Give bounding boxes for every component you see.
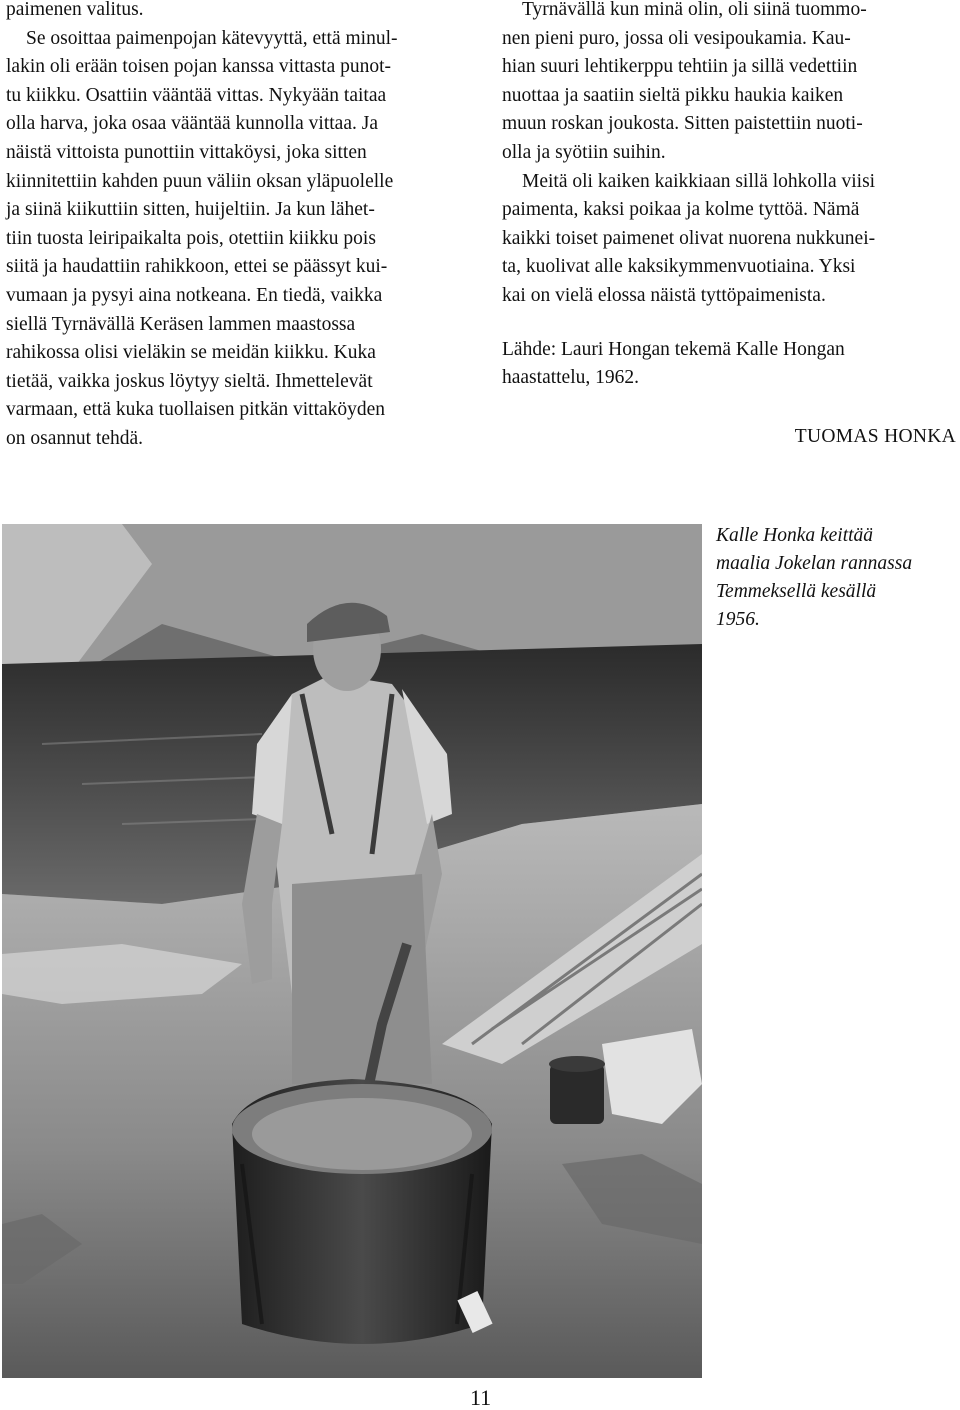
text-line: siitä ja haudattiin rahikkoon, ettei se päässyt kui- (6, 256, 388, 278)
caption-line: Kalle Honka keittää (716, 525, 874, 546)
left-text-column (6, 0, 474, 454)
text-line: olla harva, joka osaa vääntää kunnolla vittaa. Ja (6, 113, 378, 135)
text-line: siellä Tyrnävällä Keräsen lammen maastossa (6, 313, 356, 335)
photograph (2, 524, 702, 1378)
text-line: varmaan, että kuka tuollaisen pitkän vittaköyden (6, 399, 386, 421)
text-line: rahikossa olisi vieläkin se meidän kiikku. Kuka (6, 342, 376, 364)
text-line: muun roskan joukosta. Sitten paistettiin nuoti- (502, 113, 863, 135)
author-signature: TUOMAS HONKA (794, 425, 956, 447)
caption-line: maalia Jokelan rannassa (716, 553, 913, 574)
text-line: tu kiikku. Osattiin vääntää vittas. Nykyään taitaa (6, 84, 387, 106)
text-line: tiin tuosta leiripaikalta pois, otettiin kiikku pois (6, 227, 376, 249)
text-line: Meitä oli kaiken kaikkiaan sillä lohkolla viisi (522, 170, 876, 192)
right-text-column (502, 0, 956, 451)
text-line: vumaan ja pysyi aina notkeana. En tiedä, vaikka (6, 284, 383, 306)
text-line: paimenta, kaksi poikaa ja kolme tyttöä. Nämä (502, 199, 860, 221)
source-line: haastattelu, 1962. (502, 367, 640, 389)
text-line: Se osoittaa paimenpojan kätevyyttä, että minul- (26, 27, 398, 49)
text-line: ta, kuolivat alle kaksikymmenvuotiaina. Yksi (502, 256, 856, 278)
text-line: kiinnitettiin kahden puun väliin oksan yläpuolelle (6, 170, 394, 192)
source-line: Lähde: Lauri Hongan tekemä Kalle Hongan (502, 338, 845, 360)
text-line: nuottaa ja saatiin sieltä pikku haukia kaiken (502, 84, 844, 106)
text-line: ja siinä kiikuttiin sitten, huijeltiin. Ja kun lähet- (6, 199, 375, 221)
text-line: hian suuri lehtikerppu tehtiin ja sillä vedettiin (502, 56, 858, 78)
page-number: 11 (470, 1385, 492, 1410)
text-line: nen pieni puro, jossa oli vesipoukamia. Kau- (502, 27, 851, 49)
text-line: lakin oli erään toisen pojan kanssa vittasta punot- (6, 56, 392, 78)
caption-line: Temmeksellä kesällä (716, 581, 877, 602)
text-line: tietää, vaikka joskus löytyy sieltä. Ihmettelevät (6, 370, 373, 392)
text-line: paimenen valitus. (6, 0, 144, 20)
paragraph-spacer (502, 311, 956, 336)
text-line: Tyrnävällä kun minä olin, oli siinä tuommo- (522, 0, 867, 20)
photo-caption (716, 522, 960, 634)
caption-line: 1956. (716, 609, 760, 630)
text-line: olla ja syötiin suihin. (502, 141, 666, 163)
text-line: on osannut tehdä. (6, 427, 144, 449)
text-line: kaikki toiset paimenet olivat nuorena nukkunei- (502, 227, 876, 249)
text-line: näistä vittoista punottiin vittaköysi, joka sitten (6, 141, 367, 163)
text-line: kai on vielä elossa näistä tyttöpaimenista. (502, 284, 826, 306)
